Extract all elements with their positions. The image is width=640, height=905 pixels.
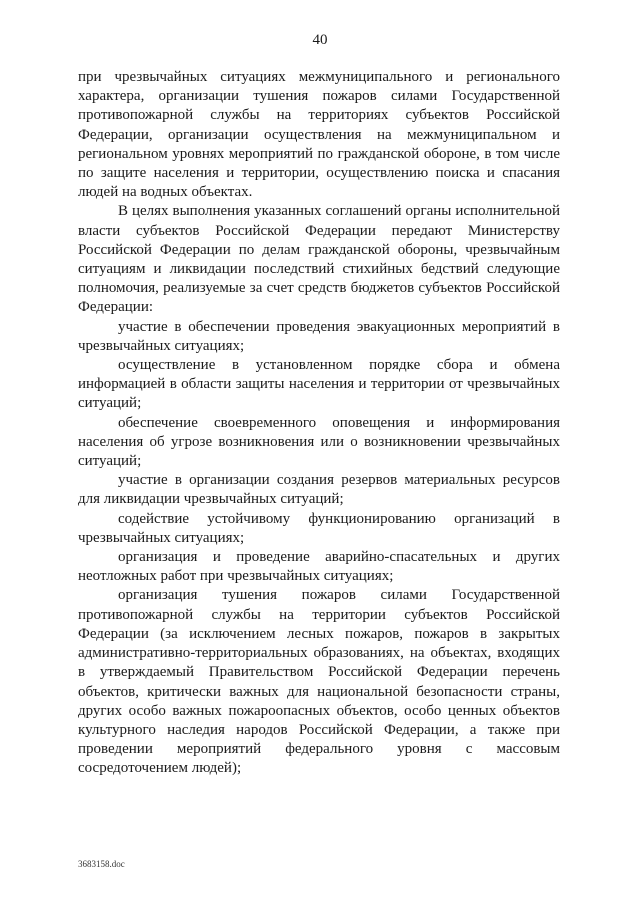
list-item-firefighting: организация тушения пожаров силами Государственной противопожарной службы на территории субъектов Российской Федерации (за исключением лесных пожаров, пожаров в закрытых административно-территориальных образованиях, на объектах, входящих в утверждаемый Правительством Российской Федерации перечень объектов, критически важных для национальной безопасности страны, других особо важных пожароопасных объектов, особо ценных объектов культурного наследия народов Российской Федерации, а также при проведении мероприятий федерального уровня с массовым сосредоточением людей); [78,587,560,777]
footer-document-code: 3683158.doc [78,859,125,869]
list-item-notification: обеспечение своевременного оповещения и информирования населения об угрозе возникновения или о возникновении чрезвычайных ситуаций; [78,414,560,470]
list-item-reserves: участие в организации создания резервов материальных ресурсов для ликвидации чрезвычайных ситуаций; [78,472,560,508]
list-item-stable-functioning: содействие устойчивому функционированию организаций в чрезвычайных ситуациях; [78,510,560,546]
paragraph-agreements: В целях выполнения указанных соглашений органы исполнительной власти субъектов Российской Федерации передают Министерству Российской Федерации по делам гражданской обороны, чрезвычайным ситуациям и ликвидации последствий стихийных бедствий следующие полномочия, реализуемые за счет средств бюджетов субъектов Российской Федерации: [78,203,560,316]
list-item-evacuation: участие в обеспечении проведения эвакуационных мероприятий в чрезвычайных ситуациях; [78,318,560,354]
list-item-rescue-works: организация и проведение аварийно-спасательных и других неотложных работ при чрезвычайных ситуациях; [78,549,560,585]
page-number: 40 [312,32,328,48]
document-body [78,68,560,779]
list-item-information-exchange: осуществление в установленном порядке сбора и обмена информацией в области защиты населения и территории от чрезвычайных ситуаций; [78,357,560,412]
paragraph-continuation: при чрезвычайных ситуациях межмуниципального и регионального характера, организации тушения пожаров силами Государственной противопожарной службы на территориях субъектов Российской Федерации, организации осуществления на межмуниципальном и региональном уровнях мероприятий по гражданской обороне, в том числе по защите населения и территории, осуществлению поиска и спасания людей на водных объектах. [78,69,560,201]
